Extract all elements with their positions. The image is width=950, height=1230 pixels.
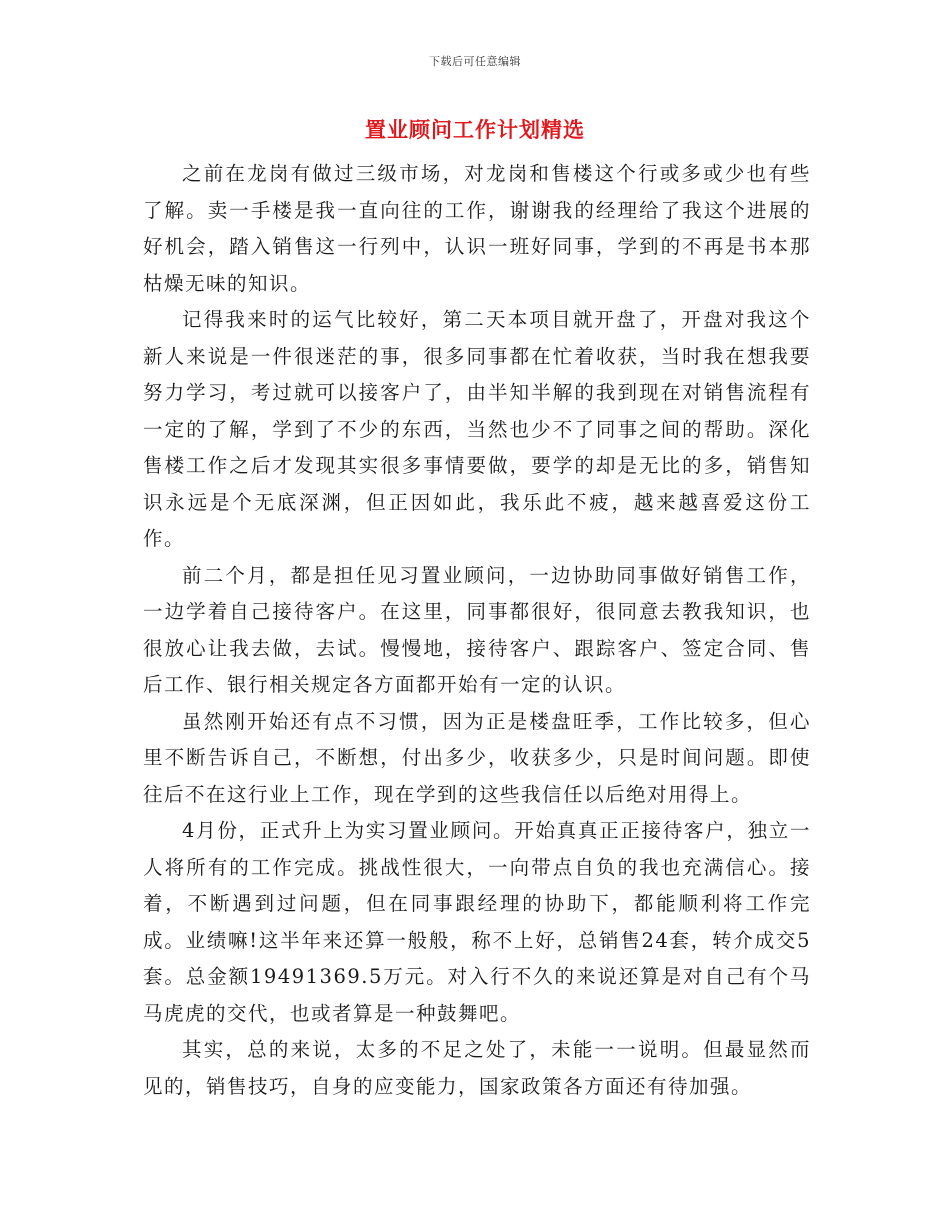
header-note: 下载后可任意编辑 <box>429 55 521 68</box>
document-body <box>143 156 811 1105</box>
paragraph-4: 虽然刚开始还有点不习惯，因为正是楼盘旺季，工作比较多，但心里不断告诉自己，不断想，付出多少，收获多少，只是时间问题。即使往后不在这行业上工作，现在学到的这些我信任以后绝对用得上。 <box>143 709 811 806</box>
document-title: 置业顾问工作计划精选 <box>365 118 585 142</box>
paragraph-3: 前二个月，都是担任见习置业顾问，一边协助同事做好销售工作，一边学着自己接待客户。在这里，同事都很好，很同意去教我知识，也很放心让我去做，去试。慢慢地，接待客户、跟踪客户、签定合同、售后工作、银行相关规定各方面都开始有一定的认识。 <box>143 563 811 696</box>
paragraph-1: 之前在龙岗有做过三级市场，对龙岗和售楼这个行或多或少也有些了解。卖一手楼是我一直向往的工作，谢谢我的经理给了我这个进展的好机会，踏入销售这一行列中，认识一班好同事，学到的不再是书本那枯燥无味的知识。 <box>143 162 811 295</box>
paragraph-6: 其实，总的来说，太多的不足之处了，未能一一说明。但最显然而见的，销售技巧，自身的应变能力，国家政策各方面还有待加强。 <box>143 1038 811 1098</box>
paragraph-2: 记得我来时的运气比较好，第二天本项目就开盘了，开盘对我这个新人来说是一件很迷茫的事，很多同事都在忙着收获，当时我在想我要努力学习，考过就可以接客户了，由半知半解的我到现在对销售流程有一定的了解，学到了不少的东西，当然也少不了同事之间的帮助。深化售楼工作之后才发现其实很多事情要做，要学的却是无比的多，销售知识永远是个无底深渊，但正因如此，我乐此不疲，越来越喜爱这份工作。 <box>143 308 811 550</box>
paragraph-5: 4月份，正式升上为实习置业顾问。开始真真正正接待客户，独立一人将所有的工作完成。挑战性很大，一向带点自负的我也充满信心。接着，不断遇到过问题，但在同事跟经理的协助下，都能顺利将工作完成。业绩嘛!这半年来还算一般般，称不上好，总销售24套，转介成交5套。总金额19491369.5万元。对入行不久的来说还算是对自己有个马马虎虎的交代，也或者算是一种鼓舞吧。 <box>143 819 811 1025</box>
